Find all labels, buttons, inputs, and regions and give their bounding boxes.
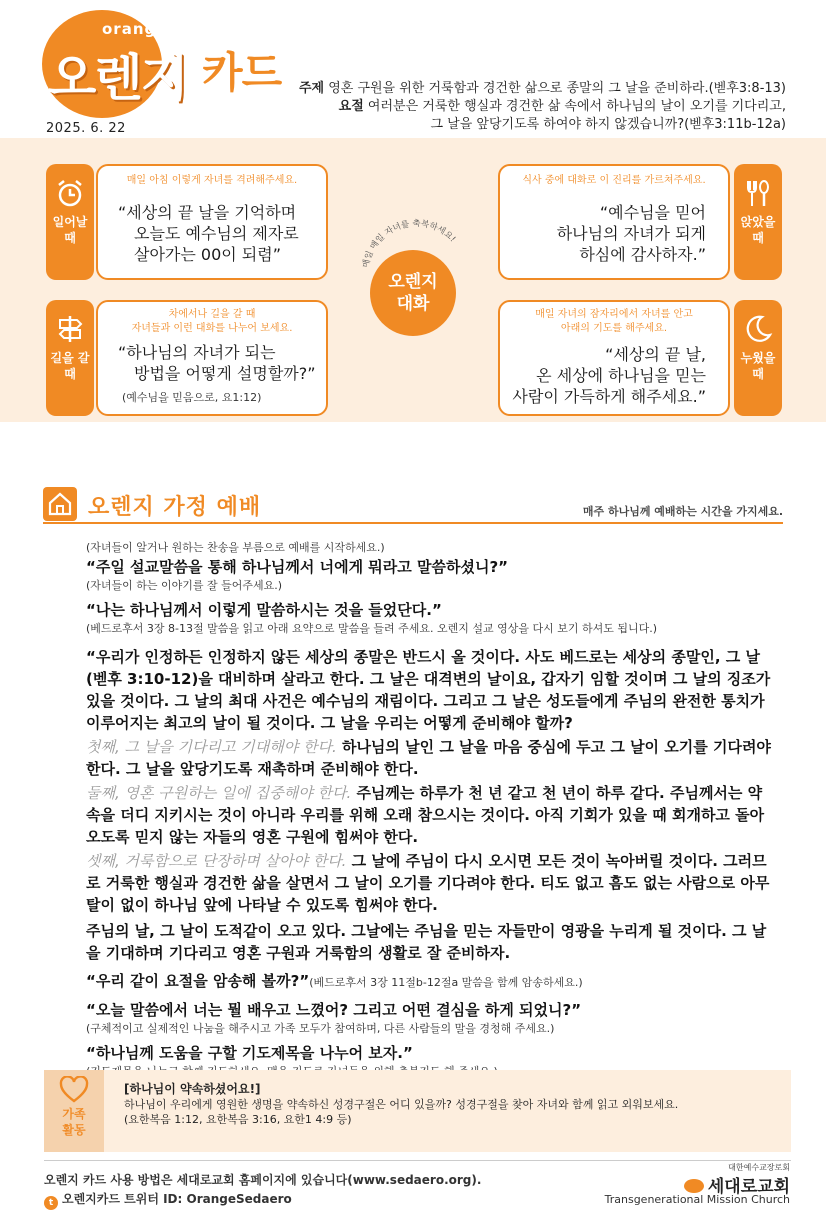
logo-card-text: 카드 <box>202 48 282 97</box>
footer-usage: 오렌지 카드 사용 방법은 세대로교회 홈페이지에 있습니다(www.sedaero.org). <box>44 1173 482 1187</box>
orange-dialog-center: 오렌지 대화 <box>370 250 456 336</box>
theme-line: 주제 영혼 구원을 위한 거룩함과 경건한 삶으로 종말의 그 날을 준비하라.(벧후3:8-13) <box>298 81 786 96</box>
signpost-icon <box>55 314 85 344</box>
theme-block <box>226 80 786 134</box>
worship-section-title: 오렌지 가정 예배 <box>88 495 262 520</box>
worship-section-divider <box>43 522 783 524</box>
card-date: 2025. 6. 22 <box>46 121 126 136</box>
note-start: (자녀들이 알거나 원하는 찬송을 부름으로 예배를 시작하세요.) <box>86 541 385 554</box>
sermon-conclusion: 주님의 날, 그 날이 도적같이 오고 있다. 그날에는 주님을 믿는 자들만이 영광을 누리게 될 것이다. 그 날을 기대하며 기다리고 영혼 구원과 거룩함의 생활로 잘 준비하자. <box>86 922 767 962</box>
road-quote: “하나님의 자녀가 되는 방법을 어떻게 설명할까?” (예수님을 믿음으로, 요1:12) <box>118 342 326 408</box>
footer-divider <box>44 1160 791 1161</box>
road-bubble <box>96 300 328 416</box>
activity-line-1: 하나님이 우리에게 영원한 생명을 약속하신 성경구절은 어디 있을까? 성경구절을 찾아 자녀와 함께 읽고 외워보세요. <box>124 1098 679 1111</box>
logo-small-text: orange <box>102 20 168 38</box>
point-3: 셋째, 거룩함으로 단장하며 살아야 한다. 그 날에 주님이 다시 오시면 모든 것이 녹아버릴 것이다. 그러므로 거룩한 행실과 경건한 삶을 살면서 그 날이 오기를 기다려야 한다. 티도 없고 흠도 없는 사람으로 아무 탈이 없이 하나님 앞에 나타날 수 있도록 힘써야 한다. <box>86 852 770 914</box>
wake-quote: “세상의 끝 날을 기억하며 오늘도 예수님의 제자로 살아가는 00이 되렴” <box>118 203 299 264</box>
meal-tip: 식사 중에 대화로 이 진리를 가르쳐주세요. <box>522 175 706 186</box>
worship-section-subtitle: 매주 하나님께 예배하는 시간을 가지세요. <box>582 505 783 518</box>
church-logo: 세대로교회 <box>684 1172 790 1197</box>
note-share: (구체적이고 실제적인 나눔을 해주시고 가족 모두가 참여하며, 다른 사람들의 말을 경청해 주세요.) <box>86 1022 555 1035</box>
moon-icon <box>743 314 773 344</box>
family-activity-text <box>124 1082 774 1127</box>
twitter-icon: t <box>44 1196 58 1210</box>
church-logo-mark <box>684 1179 704 1193</box>
bed-quote: “세상의 끝 날, 온 세상에 하나님을 믿는 사람이 가득하게 해주세요.” <box>512 345 706 406</box>
family-activity-side: 가족 활동 <box>44 1070 104 1152</box>
activity-line-2: (요한복음 1:12, 요한복음 3:16, 요한1 4:9 등) <box>124 1113 352 1126</box>
road-ref: (예수님을 믿음으로, 요1:12) <box>122 391 262 404</box>
heart-icon <box>59 1076 89 1104</box>
house-icon <box>43 487 77 521</box>
note-read: (베드로후서 3장 8-13절 말씀을 읽고 아래 요약으로 말씀을 들려 주세요. 오렌지 설교 영상을 다시 보기 하셔도 됩니다.) <box>86 622 658 635</box>
meal-side-box: 앉았을 때 <box>734 164 782 280</box>
wake-tip: 매일 아침 이렇게 자녀를 격려해주세요. <box>126 175 298 186</box>
svg-text:매일 매일 자녀를 축복하세요!: 매일 매일 자녀를 축복하세요! <box>361 218 458 269</box>
meal-quote: “예수님을 믿어 하나님의 자녀가 되게 하심에 감사하자.” <box>556 203 706 264</box>
question-2: “나는 하나님께서 이렇게 말씀하시는 것을 들었단다.” <box>86 601 442 619</box>
meal-bubble <box>498 164 730 280</box>
point-2: 둘째, 영혼 구원하는 일에 집중해야 한다. 주님께는 하루가 천 년 같고 천 년이 하루 같다. 주님께서는 약속을 더디 지키시는 것이 아니라 우리를 위해 오래 참으시는 것이다. 아직 기회가 있을 때 회개하고 돌아오도록 믿지 않는 자들의 영혼 구원에 힘써야 한다. <box>86 784 765 846</box>
fork-spoon-icon <box>743 178 773 208</box>
question-3: “우리 같이 요절을 암송해 볼까?”(베드로후서 3장 11절b-12절a 말씀을 함께 암송하세요.) <box>86 972 583 990</box>
church-english-name: Transgenerational Mission Church <box>604 1193 790 1206</box>
bed-bubble <box>498 300 730 416</box>
road-tip: 차에서나 길을 갈 때 자녀들과 이런 대화를 나누어 보세요. <box>131 309 293 334</box>
alarm-clock-icon <box>55 178 85 208</box>
sermon-summary: “우리가 인정하든 인정하지 않든 세상의 종말은 반드시 올 것이다. 사도 베드로는 세상의 종말인, 그 날(벧후 3:10-12)을 대비하며 살라고 한다. 그 날은 대격변의 날이요, 갑자기 임할 것이며 그 날의 징조가 있을 것이다. 그 날의 최대 사건은 예수님의 재림이다. 그리고 그 날은 성도들에게 주님의 완전한 통치가 이루어지는 최고의 날이 될 것이다. 그 날을 우리는 어떻게 준비해야 할까? <box>86 648 771 732</box>
church-denomination: 대한예수교장로회 <box>728 1163 790 1172</box>
question-4: “오늘 말씀에서 너는 뭘 배우고 느꼈어? 그리고 어떤 결심을 하게 되었니?” <box>86 1001 582 1019</box>
worship-content <box>86 540 776 1079</box>
road-side-box: 길을 갈 때 <box>46 300 94 416</box>
point-1: 첫째, 그 날을 기다리고 기대해야 한다. 하나님의 날인 그 날을 마음 중심에 두고 그 날이 오기를 기다려야 한다. 그 날을 앞당기도록 재촉하며 준비해야 한다. <box>86 738 771 778</box>
wake-side-box: 일어날 때 <box>46 164 94 280</box>
wake-bubble <box>96 164 328 280</box>
footer-twitter: t 오렌지카드 트위터 ID: OrangeSedaero <box>44 1190 292 1210</box>
question-1: “주일 설교말씀을 통해 하나님께서 너에게 뭐라고 말씀하셨니?” <box>86 558 509 576</box>
logo-main-text: 오렌지 <box>48 49 187 107</box>
bed-tip: 매일 자녀의 잠자리에서 자녀를 안고 아래의 기도를 해주세요. <box>535 309 693 334</box>
summary-line-2: 그 날을 앞당기도록 하여야 하지 않겠습니까?(벧후3:11b-12a) <box>430 117 786 132</box>
note-listen: (자녀들이 하는 이야기를 잘 들어주세요.) <box>86 579 283 592</box>
bed-side-box: 누웠을 때 <box>734 300 782 416</box>
question-5: “하나님께 도움을 구할 기도제목을 나누어 보자.” <box>86 1044 413 1062</box>
worship-section-icon-box <box>43 487 77 521</box>
activity-title: [하나님이 약속하셨어요!] <box>124 1082 261 1096</box>
summary-line: 요절 여러분은 거룩한 행실과 경건한 삶 속에서 하나님의 날이 오기를 기다리고, <box>338 99 786 114</box>
